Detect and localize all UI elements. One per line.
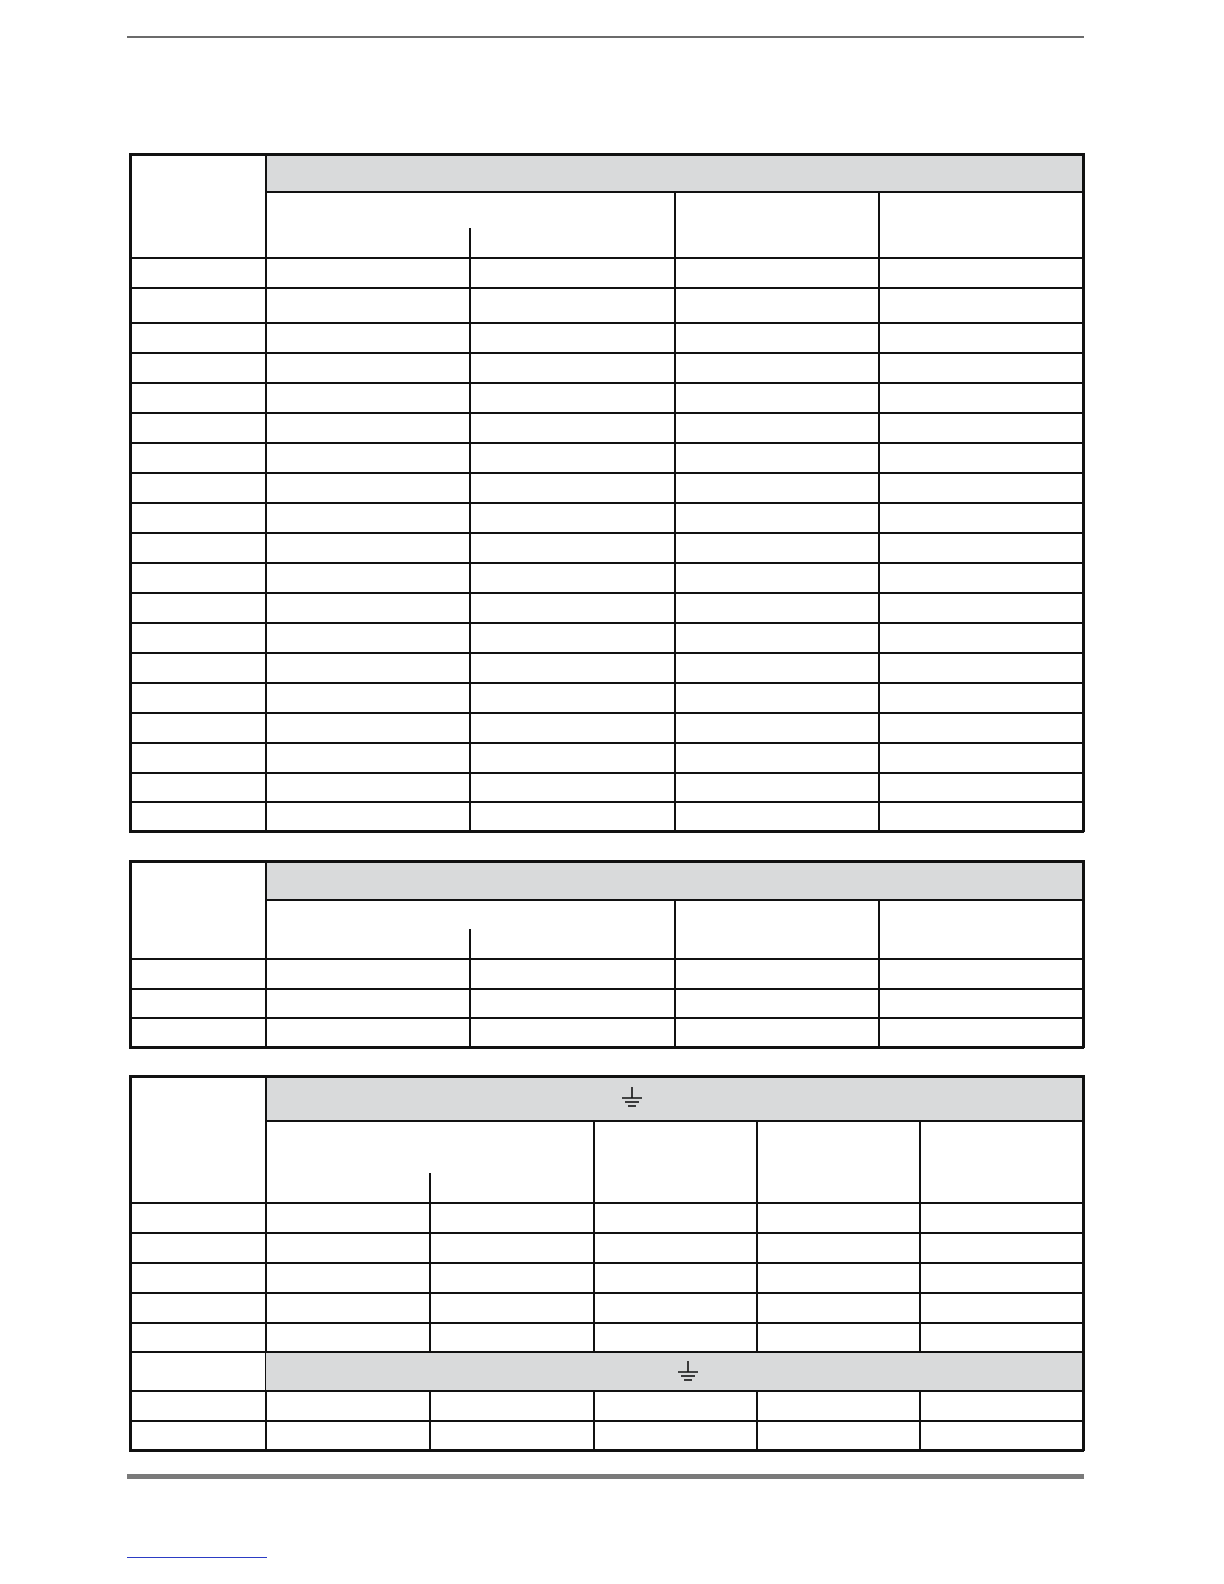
table-row-divider — [129, 772, 1084, 774]
table-row-divider — [129, 442, 1084, 444]
table-row-divider — [129, 592, 1084, 594]
table-row-divider — [129, 352, 1084, 354]
subheader-divider — [429, 1173, 431, 1203]
table-row-divider — [129, 502, 1084, 504]
column-divider — [674, 258, 676, 832]
border-left — [129, 860, 132, 1048]
column-divider — [919, 1391, 921, 1451]
group-header — [265, 1075, 1084, 1120]
subheader-col-divider — [878, 899, 880, 959]
column-divider — [878, 959, 880, 1048]
column-divider — [593, 1203, 595, 1352]
subheader-col-divider — [919, 1120, 921, 1203]
table-row-divider — [129, 1420, 1084, 1422]
subheader-col-divider — [878, 191, 880, 258]
table-row-divider — [129, 742, 1084, 744]
subheader-col-divider — [756, 1120, 758, 1203]
column-divider — [429, 1203, 431, 1352]
group-header — [265, 153, 1084, 191]
table-row-divider — [129, 562, 1084, 564]
table-row-divider — [129, 1017, 1084, 1019]
column-divider — [469, 258, 471, 832]
column-divider — [429, 1391, 431, 1451]
group-header — [265, 860, 1084, 899]
label-column-divider — [265, 860, 267, 1048]
column-divider — [593, 1391, 595, 1451]
bottom-page-rule — [127, 1474, 1084, 1479]
border-left — [129, 153, 132, 832]
subheader-divider — [469, 228, 471, 258]
table-row-divider — [129, 652, 1084, 654]
table-row-divider — [129, 532, 1084, 534]
footer-link-underline[interactable] — [127, 1557, 267, 1558]
table-row-divider — [129, 1232, 1084, 1234]
column-divider — [756, 1391, 758, 1451]
ground-icon — [674, 1358, 702, 1386]
table-row-divider — [129, 287, 1084, 289]
sub-group-header-divider — [129, 1390, 1084, 1392]
table-row-divider — [129, 1292, 1084, 1294]
border-right — [1082, 153, 1085, 832]
border-top — [129, 1075, 1084, 1078]
table-row-divider — [129, 472, 1084, 474]
table-row-divider — [129, 712, 1084, 714]
subheader-col-divider — [674, 191, 676, 258]
border-bottom — [129, 1449, 1084, 1452]
table-row-divider — [129, 988, 1084, 990]
column-divider — [756, 1203, 758, 1352]
table-row-divider — [129, 958, 1084, 960]
border-bottom — [129, 1046, 1084, 1049]
table-row-divider — [129, 1202, 1084, 1204]
border-bottom — [129, 830, 1084, 833]
table-row-divider — [129, 412, 1084, 414]
table-row-divider — [129, 682, 1084, 684]
column-divider — [919, 1203, 921, 1352]
table-row-divider — [129, 801, 1084, 803]
border-top — [129, 860, 1084, 863]
border-top — [129, 153, 1084, 156]
subheader-divider — [469, 929, 471, 959]
table-row-divider — [129, 1322, 1084, 1324]
group-header-divider — [265, 1120, 1084, 1122]
table-row-divider — [129, 257, 1084, 259]
table-row-divider — [129, 322, 1084, 324]
table-row-divider — [129, 1262, 1084, 1264]
subheader-col-divider — [674, 899, 676, 959]
top-page-rule — [127, 36, 1084, 38]
column-divider — [469, 959, 471, 1048]
border-right — [1082, 860, 1085, 1048]
ground-icon — [618, 1084, 646, 1112]
subheader-col-divider — [593, 1120, 595, 1203]
label-column-divider — [265, 153, 267, 832]
table-row-divider — [129, 382, 1084, 384]
table-row-divider — [129, 622, 1084, 624]
column-divider — [878, 258, 880, 832]
column-divider — [674, 959, 676, 1048]
